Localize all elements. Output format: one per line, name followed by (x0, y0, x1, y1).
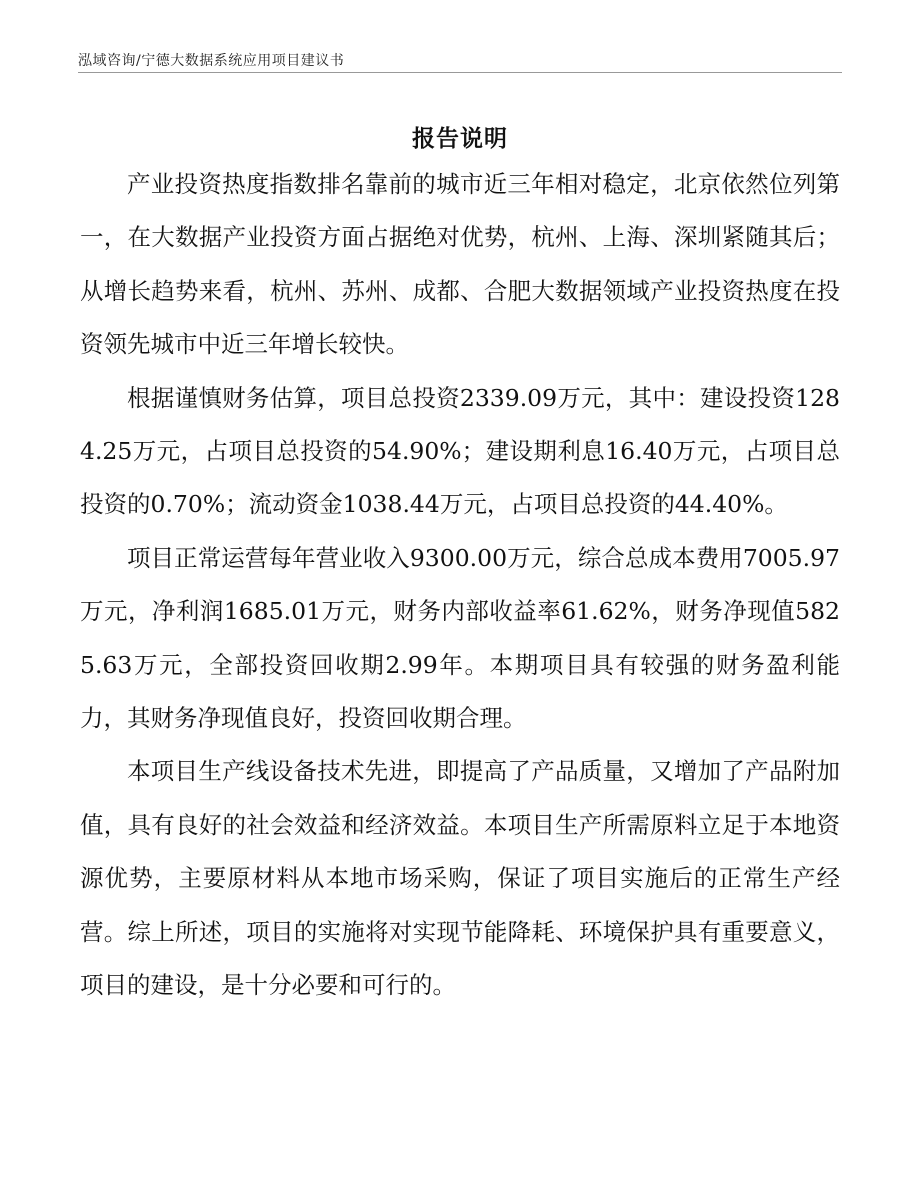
paragraph-financials: 项目正常运营每年营业收入9300.00万元，综合总成本费用7005.97万元，净利润1685.01万元，财务内部收益率61.62%，财务净现值5825.63万元，全部投资回收期2.99年。本期项目具有较强的财务盈利能力，其财务净现值良好，投资回收期合理。 (80, 543, 840, 733)
paragraph-conclusion: 本项目生产线设备技术先进，即提高了产品质量，又增加了产品附加值，具有良好的社会效益和经济效益。本项目生产所需原料立足于本地资源优势，主要原材料从本地市场采购，保证了项目实施后的正常生产经营。综上所述，项目的实施将对实现节能降耗、环境保护具有重要意义，项目的建设，是十分必要和可行的。 (80, 757, 840, 1000)
report-body (80, 158, 840, 1013)
page-title: 报告说明 (412, 125, 508, 152)
paragraph-investment: 根据谨慎财务估算，项目总投资2339.09万元，其中：建设投资1284.25万元，占项目总投资的54.90%；建设期利息16.40万元，占项目总投资的0.70%；流动资金1038.44万元，占项目总投资的44.40%。 (80, 383, 840, 519)
header-divider (78, 72, 842, 73)
paragraph-industry-heat: 产业投资热度指数排名靠前的城市近三年相对稳定，北京依然位列第一，在大数据产业投资方面占据绝对优势，杭州、上海、深圳紧随其后；从增长趋势来看，杭州、苏州、成都、合肥大数据领域产业投资热度在投资领先城市中近三年增长较快。 (80, 170, 840, 359)
running-header: 泓域咨询/宁德大数据系统应用项目建议书 (78, 53, 345, 69)
